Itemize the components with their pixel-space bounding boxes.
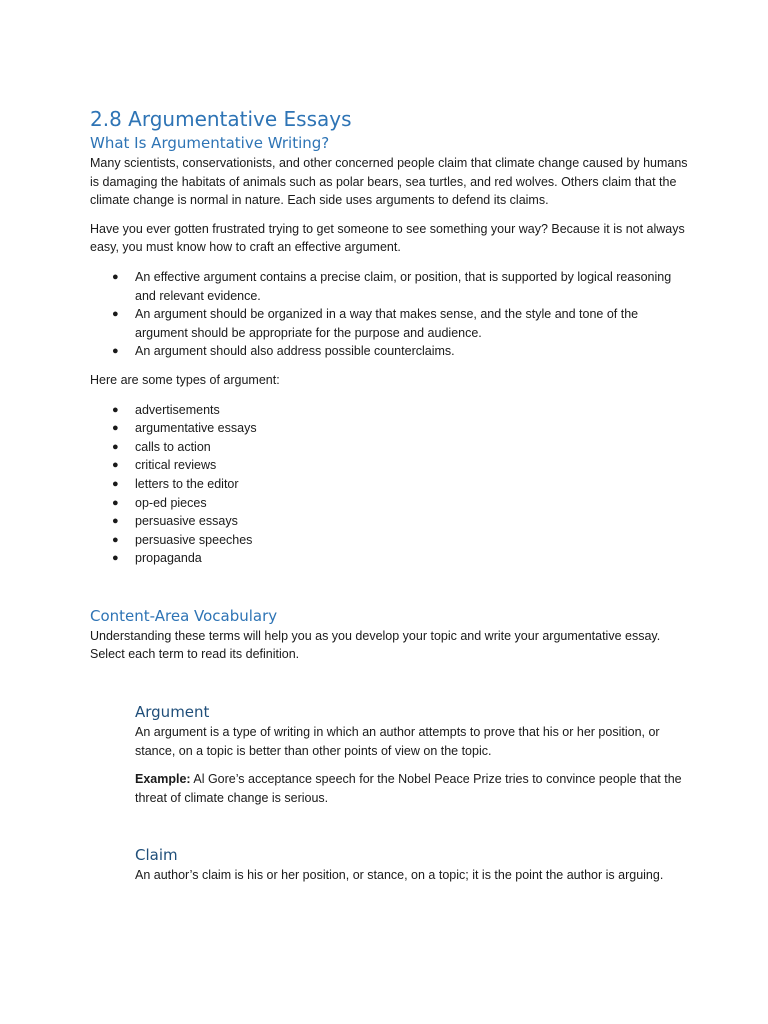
list-item: ● An effective argument contains a precise claim, or position, that is supported by logical reasoning and relevant evidence. bbox=[112, 269, 672, 303]
bullet-icon: ● bbox=[112, 308, 119, 321]
bullet-icon: ● bbox=[112, 270, 119, 283]
document-content bbox=[90, 106, 690, 885]
bullet-icon: ● bbox=[112, 440, 119, 453]
list-item: ● advertisements bbox=[90, 401, 690, 420]
term-definition-claim: An author’s claim is his or her position, or stance, on a topic; it is the point the author is arguing. bbox=[135, 868, 664, 883]
term-heading-claim: Claim bbox=[135, 846, 178, 865]
term-example-argument bbox=[135, 770, 690, 807]
term-definition-argument: An argument is a type of writing in which an author attempts to prove that his or her position, or stance, on a topic is better than other points of view on the topic. bbox=[135, 725, 660, 758]
bullet-icon: ● bbox=[112, 552, 119, 565]
example-label: Example: bbox=[135, 772, 191, 787]
intro-paragraph: Many scientists, conservationists, and other concerned people claim that climate change caused by humans is damaging the habitats of animals such as polar bears, sea turtles, and red wolves. Others claim that the climate change is normal in nature. Each side uses arguments to defend its claims. bbox=[90, 156, 688, 208]
argument-types-list bbox=[90, 401, 690, 568]
term-claim[interactable] bbox=[135, 845, 690, 885]
section-heading-argumentative-writing: What Is Argumentative Writing? bbox=[90, 134, 330, 152]
bullet-icon: ● bbox=[112, 422, 119, 435]
bullet-icon: ● bbox=[112, 496, 119, 509]
list-item: ● op-ed pieces bbox=[90, 494, 690, 513]
frustration-paragraph: Have you ever gotten frustrated trying to get someone to see something your way? Because it is not always easy, you must know how to craft an effective argument. bbox=[90, 221, 685, 255]
list-item: ● critical reviews bbox=[90, 456, 690, 475]
bullet-icon: ● bbox=[112, 403, 119, 416]
types-intro: Here are some types of argument: bbox=[90, 372, 280, 387]
bullet-icon: ● bbox=[112, 459, 119, 472]
list-item: ● letters to the editor bbox=[90, 475, 690, 494]
bullet-icon: ● bbox=[112, 533, 119, 546]
list-item: ● propaganda bbox=[90, 549, 690, 568]
list-item: ● calls to action bbox=[90, 438, 690, 457]
list-item: ● An argument should also address possible counterclaims. bbox=[90, 342, 690, 361]
vocabulary-intro: Understanding these terms will help you as you develop your topic and write your argumentative essay. Select each term to read its definition. bbox=[90, 628, 661, 662]
list-item: ● persuasive essays bbox=[90, 512, 690, 531]
term-argument[interactable] bbox=[135, 702, 690, 807]
example-text: Al Gore’s acceptance speech for the Nobel Peace Prize tries to convince people that the threat of climate change is serious. bbox=[135, 772, 682, 805]
term-heading-argument: Argument bbox=[135, 703, 210, 722]
page-title: 2.8 Argumentative Essays bbox=[90, 107, 352, 131]
bullet-icon: ● bbox=[112, 345, 119, 358]
list-item: ● An argument should be organized in a way that makes sense, and the style and tone of the argument should be appropriate for the purpose and audience. bbox=[112, 307, 639, 340]
section-heading-vocabulary: Content-Area Vocabulary bbox=[90, 606, 278, 625]
list-item: ● persuasive speeches bbox=[90, 531, 690, 550]
argument-points-list bbox=[90, 268, 690, 361]
bullet-icon: ● bbox=[112, 477, 119, 490]
list-item: ● argumentative essays bbox=[90, 419, 690, 438]
bullet-icon: ● bbox=[112, 515, 119, 528]
